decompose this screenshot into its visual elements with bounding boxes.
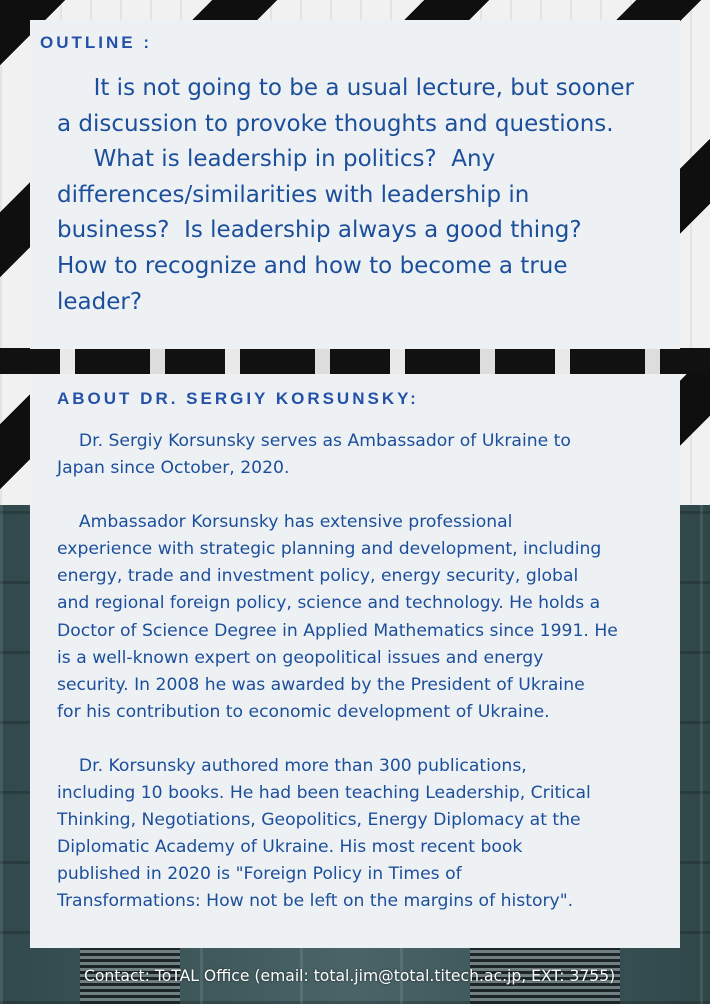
about-paragraph-experience	[57, 509, 672, 726]
outline-text	[57, 71, 667, 320]
about-line: is a well-known expert on geopolitical issues and energy	[57, 647, 544, 668]
about-line: including 10 books. He had been teaching Leadership, Critical	[57, 783, 591, 804]
about-line: for his contribution to economic development of Ukraine.	[57, 701, 550, 722]
background-stripe-band	[0, 348, 710, 374]
outline-line: leader?	[57, 288, 143, 315]
outline-heading: OUTLINE :	[40, 33, 152, 52]
about-line: Japan since October, 2020.	[57, 458, 290, 479]
about-line: published in 2020 is "Foreign Policy in Times of	[57, 864, 462, 885]
about-line: Thinking, Negotiations, Geopolitics, Energy Diplomacy at the	[57, 810, 581, 831]
about-line: Diplomatic Academy of Ukraine. His most recent book	[57, 837, 523, 858]
outline-line: business? Is leadership always a good thing?	[57, 217, 582, 244]
outline-line: a discussion to provoke thoughts and questions.	[57, 110, 614, 137]
about-line: Doctor of Science Degree in Applied Mathematics since 1991. He	[57, 620, 618, 641]
outline-line: differences/similarities with leadership in	[57, 181, 530, 208]
about-line: Ambassador Korsunsky has extensive professional	[57, 512, 513, 533]
about-panel	[30, 374, 680, 948]
contact-info: Contact: ToTAL Office (email: total.jim@total.titech.ac.jp, EXT: 3755)	[84, 967, 616, 985]
about-line: Dr. Korsunsky authored more than 300 publications,	[57, 755, 527, 776]
outline-line: What is leadership in politics? Any	[57, 146, 496, 173]
about-heading: ABOUT DR. SERGIY KORSUNSKY:	[57, 389, 419, 408]
about-line: energy, trade and investment policy, energy security, global	[57, 566, 579, 587]
about-line: Transformations: How not be left on the margins of history".	[57, 891, 574, 912]
about-line: Dr. Sergiy Korsunsky serves as Ambassador of Ukraine to	[57, 431, 571, 451]
about-paragraph-appointment	[57, 428, 672, 482]
outline-panel	[30, 20, 680, 349]
outline-line: How to recognize and how to become a true	[57, 252, 568, 279]
about-line: and regional foreign policy, science and technology. He holds a	[57, 593, 601, 614]
about-paragraph-publications	[57, 753, 672, 916]
about-line: experience with strategic planning and development, including	[57, 539, 602, 560]
about-line: security. In 2008 he was awarded by the President of Ukraine	[57, 674, 585, 695]
about-text	[57, 428, 672, 916]
outline-line: It is not going to be a usual lecture, but sooner	[57, 75, 635, 101]
